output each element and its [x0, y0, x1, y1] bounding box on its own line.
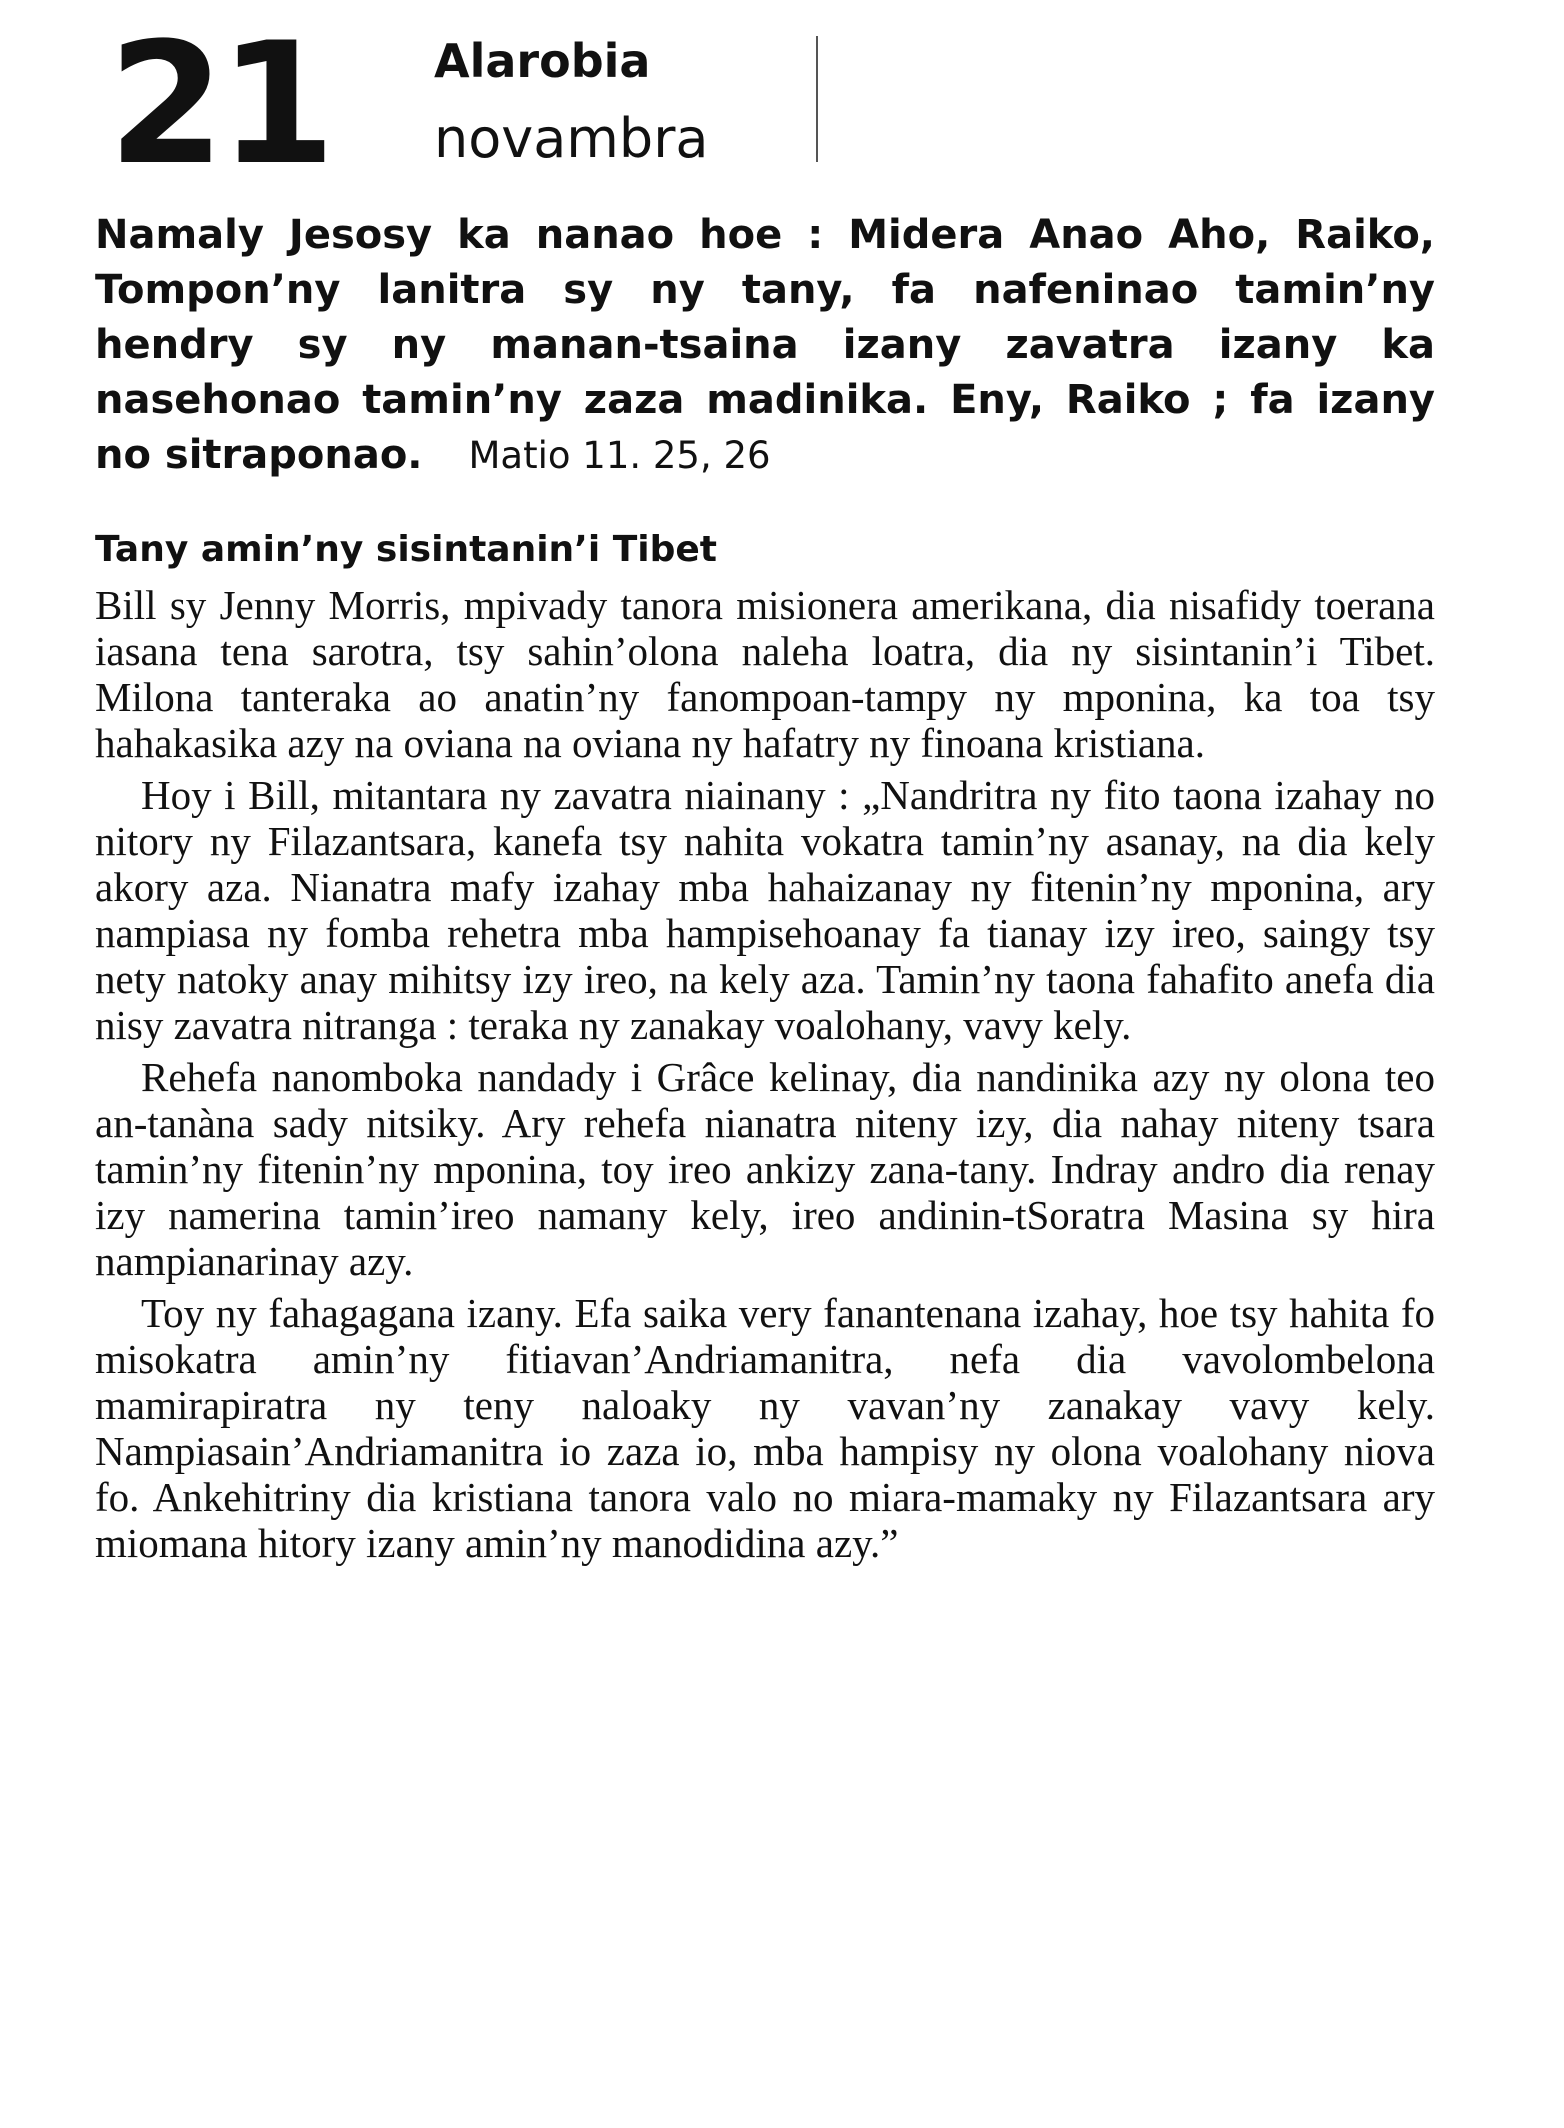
- bible-verse: [95, 208, 1435, 483]
- weekday-label: Alarobia: [434, 34, 651, 88]
- article-paragraph: Bill sy Jenny Morris, mpivady tanora misionera amerikana, dia nisafidy toerana iasana tena sarotra, tsy sahin’olona naleha loatra, dia ny sisintanin’i Tibet. Milona tanteraka ao anatin’ny fanompoan-tampy ny mponina, ka toa tsy hahakasika azy na oviana na oviana ny hafatry ny finoana kristiana.: [95, 582, 1435, 766]
- month-label: novambra: [434, 107, 709, 170]
- header-divider: [816, 36, 818, 162]
- article-paragraph: Toy ny fahagagana izany. Efa saika very fanantenana izahay, hoe tsy hahita fo misokatra amin’ny fitiavan’Andriamanitra, nefa dia vavolombelona mamirapiratra ny teny naloaky ny vavan’ny zanakay vavy kely. Nampiasain’Andriamanitra io zaza io, mba hampisy ny olona voalohany niova fo. Ankehitriny dia kristiana tanora valo no miara-mamaky ny Filazantsara ary miomana hitory izany amin’ny manodidina azy.”: [95, 1290, 1435, 1566]
- article-title: Tany amin’ny sisintanin’i Tibet: [95, 529, 718, 570]
- verse-text: Namaly Jesosy ka nanao hoe : Midera Anao Aho, Raiko, Tompon’ny lanitra sy ny tany, fa nafeninao tamin’ny hendry sy ny manan-tsaina izany zavatra izany ka nasehonao tamin’ny zaza madinika. Eny, Raiko ; fa izany no sitraponao.: [95, 212, 1435, 478]
- article-paragraph: Rehefa nanomboka nandady i Grâce kelinay, dia nandinika azy ny olona teo an-tanàna sady nitsiky. Ary rehefa nianatra niteny izy, dia nahay niteny tsara tamin’ny fitenin’ny mponina, toy ireo ankizy zana-tany. Indray andro dia renay izy namerina tamin’ireo namany kely, ireo andinin-tSoratra Masina sy hira nampianarinay azy.: [95, 1054, 1435, 1284]
- verse-reference: Matio 11. 25, 26: [468, 434, 771, 477]
- date-day-number: 21: [108, 6, 330, 202]
- article-body: [95, 582, 1435, 1566]
- article-paragraph: Hoy i Bill, mitantara ny zavatra niainany : „Nandritra ny fito taona izahay no nitory ny Filazantsara, kanefa tsy nahita vokatra tamin’ny asanay, na dia kely akory aza. Nianatra mafy izahay mba hahaizanay ny fitenin’ny mponina, ary nampiasa ny fomba rehetra mba hampisehoanay fa tianay izy ireo, saingy tsy nety natoky anay mihitsy izy ireo, na kely aza. Tamin’ny taona fahafito anefa dia nisy zavatra nitranga : teraka ny zanakay voalohany, vavy kely.: [95, 772, 1435, 1048]
